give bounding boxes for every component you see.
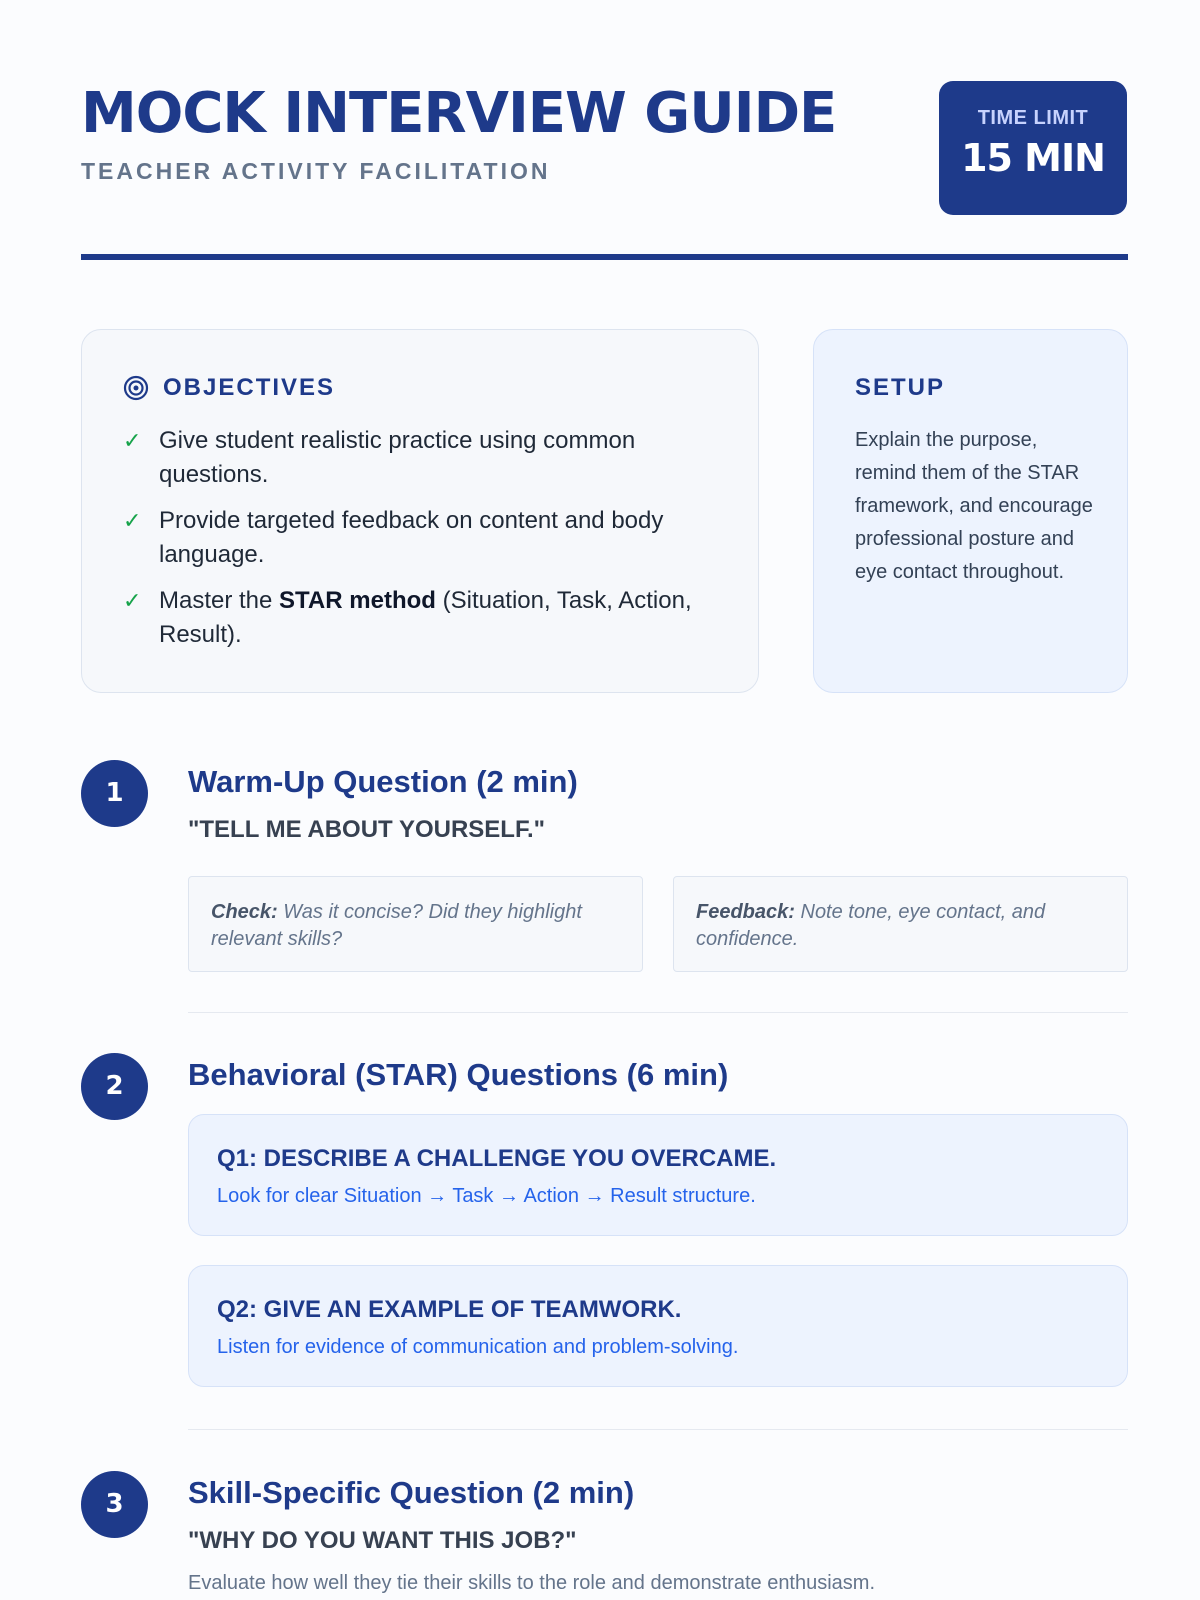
header-divider xyxy=(81,254,1128,260)
header xyxy=(81,80,1128,260)
target-icon xyxy=(123,375,149,401)
question-title: Q2: GIVE AN EXAMPLE OF TEAMWORK. xyxy=(217,1296,682,1323)
step-quote-1: "TELL ME ABOUT YOURSELF." xyxy=(188,816,545,843)
feedback-note-text: Note tone, eye contact, and confidence. xyxy=(696,901,1046,950)
step-number-1: 1 xyxy=(81,760,148,827)
objective-text-post: (Situation, Task, Action, Result). xyxy=(159,587,692,648)
step-title-1: Warm-Up Question (2 min) xyxy=(188,764,578,799)
step-description-3: Evaluate how well they tie their skills to the role and demonstrate enthusiasm. xyxy=(188,1572,876,1594)
check-note-text: Was it concise? Did they highlight relevant skills? xyxy=(211,901,582,950)
check-note-label: Check: xyxy=(211,901,278,923)
objectives-list xyxy=(123,424,733,664)
page-title: MOCK INTERVIEW GUIDE xyxy=(81,81,837,146)
check-note xyxy=(188,876,643,972)
setup-card xyxy=(813,329,1128,693)
list-item xyxy=(123,584,733,652)
setup-heading: SETUP xyxy=(855,374,946,401)
question-card-1 xyxy=(188,1114,1128,1236)
list-item xyxy=(123,424,733,492)
objectives-heading xyxy=(123,374,335,402)
time-limit-label: TIME LIMIT xyxy=(977,107,1089,129)
step-title-2: Behavioral (STAR) Questions (6 min) xyxy=(188,1057,729,1092)
feedback-note xyxy=(673,876,1128,972)
section-divider xyxy=(188,1012,1128,1013)
objectives-heading-label: OBJECTIVES xyxy=(163,374,336,401)
step-number-3: 3 xyxy=(81,1471,148,1538)
question-description: Look for clear Situation → Task → Action → Result structure. xyxy=(217,1185,756,1207)
step-title-3: Skill-Specific Question (2 min) xyxy=(188,1475,635,1510)
setup-body: Explain the purpose, remind them of the STAR framework, and encourage professional posture and eye contact throughout. xyxy=(855,429,1093,583)
feedback-note-label: Feedback: xyxy=(696,901,795,923)
list-item xyxy=(123,504,733,572)
question-title: Q1: DESCRIBE A CHALLENGE YOU OVERCAME. xyxy=(217,1145,777,1172)
check-icon: ✓ xyxy=(123,508,142,533)
page-subtitle: TEACHER ACTIVITY FACILITATION xyxy=(81,158,551,184)
section-divider xyxy=(188,1429,1128,1430)
star-method-emphasis: STAR method xyxy=(279,587,436,614)
objective-text xyxy=(159,584,733,652)
step-quote-3: "WHY DO YOU WANT THIS JOB?" xyxy=(188,1527,577,1554)
objective-text: Give student realistic practice using common questions. xyxy=(159,427,636,488)
check-icon: ✓ xyxy=(123,588,142,613)
objective-text: Provide targeted feedback on content and body language. xyxy=(159,507,664,568)
time-limit-value: 15 MIN xyxy=(961,136,1105,180)
objective-text-pre: Master the xyxy=(159,587,280,614)
objectives-card xyxy=(81,329,759,693)
step-number-2: 2 xyxy=(81,1053,148,1120)
time-limit-badge xyxy=(939,81,1127,215)
check-icon: ✓ xyxy=(123,428,142,453)
question-card-2 xyxy=(188,1265,1128,1387)
question-description: Listen for evidence of communication and problem-solving. xyxy=(217,1336,739,1358)
